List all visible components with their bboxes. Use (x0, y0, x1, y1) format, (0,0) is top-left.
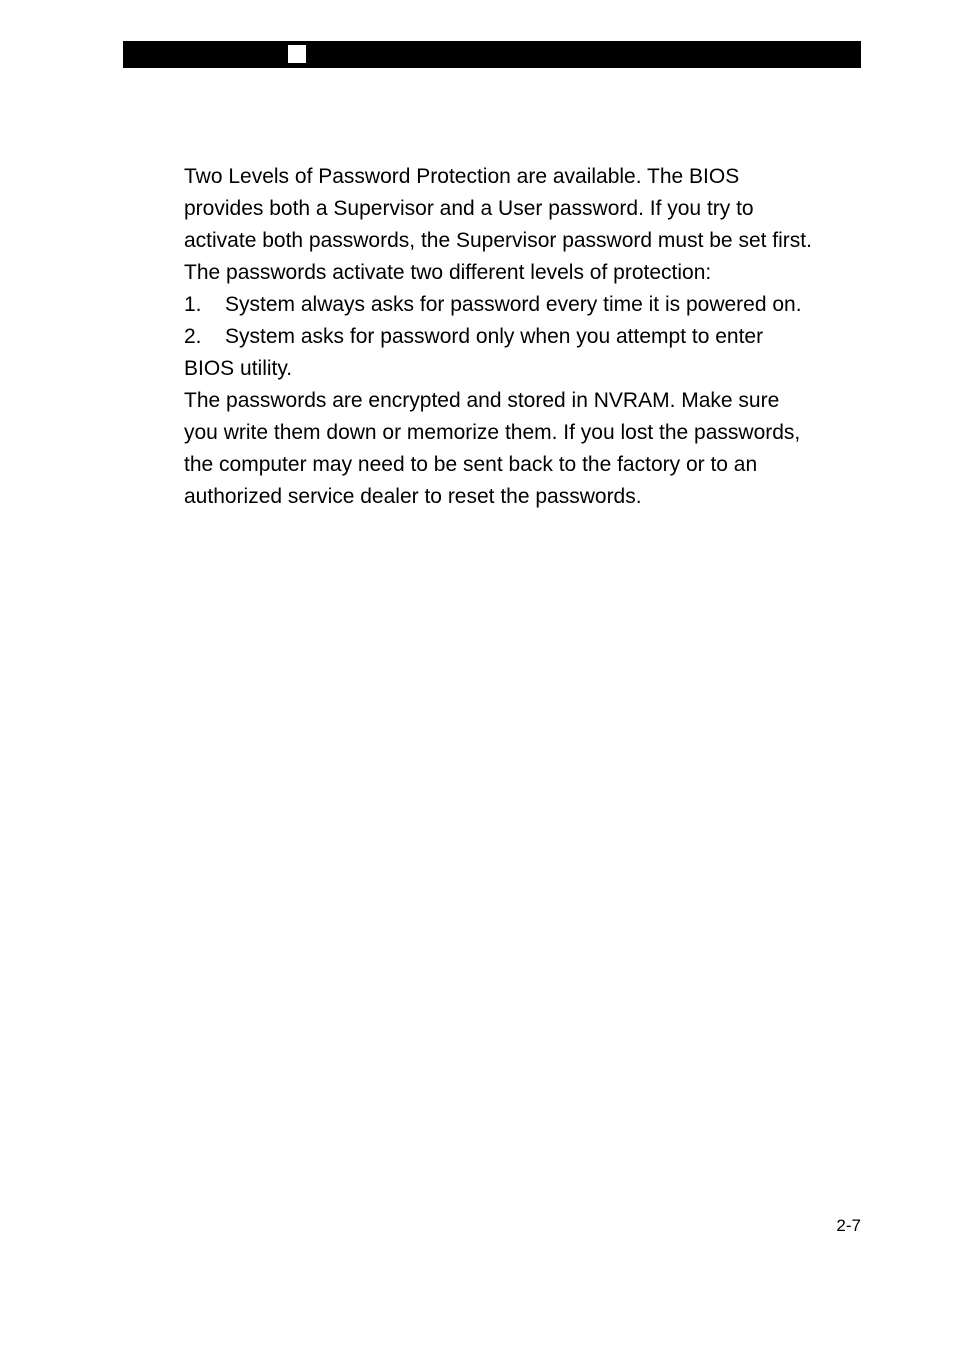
body-line: Two Levels of Password Protection are available. The BIOS (184, 165, 740, 188)
list-number: 2. (184, 325, 202, 348)
body-text (184, 161, 874, 513)
list-item (184, 321, 874, 353)
list-item (184, 289, 874, 321)
body-line: you write them down or memorize them. If you lost the passwords, (184, 421, 801, 444)
body-line: The passwords are encrypted and stored in NVRAM. Make sure (184, 389, 780, 412)
list-continuation: BIOS utility. (184, 357, 293, 380)
body-line: provides both a Supervisor and a User password. If you try to (184, 197, 754, 220)
body-line: activate both passwords, the Supervisor password must be set first. (184, 229, 812, 252)
page-number: 2-7 (836, 1216, 861, 1235)
list-text: System always asks for password every time it is powered on. (225, 293, 802, 316)
list-text: System asks for password only when you attempt to enter (225, 325, 764, 348)
list-number: 1. (184, 293, 202, 316)
header-square-icon (288, 45, 306, 63)
body-line: The passwords activate two different levels of protection: (184, 261, 712, 284)
body-line: the computer may need to be sent back to the factory or to an (184, 453, 758, 476)
body-line: authorized service dealer to reset the passwords. (184, 485, 642, 508)
header-bar (123, 41, 861, 68)
